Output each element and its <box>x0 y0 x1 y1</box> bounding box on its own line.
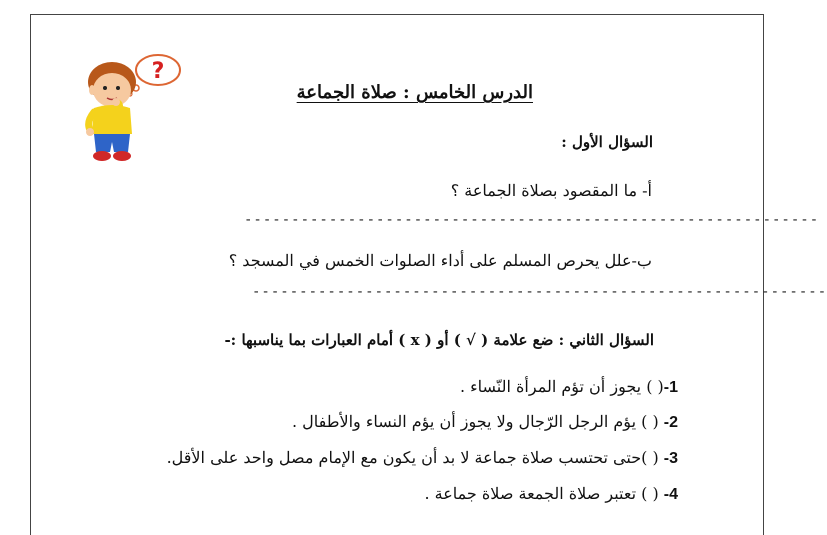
item-number: 3- <box>663 450 678 467</box>
thinking-boy-icon <box>78 52 186 164</box>
item-number: 4- <box>663 486 678 503</box>
question2-heading: السؤال الثاني : ضع علامة ( √ ) أو ( x ) أمام العبارات بما يناسبها :- <box>224 331 654 349</box>
item-text: ( ) يجوز أن تؤم المرأة النّساء . <box>459 377 664 396</box>
item-number: 2- <box>663 414 678 431</box>
item-text: ( ) تعتبر صلاة الجمعة صلاة جماعة . <box>424 484 664 503</box>
question1-part-a: أ- ما المقصود بصلاة الجماعة ؟ <box>450 181 652 200</box>
list-item <box>424 484 678 504</box>
item-text: ( ) يؤم الرجل الرّجال ولا يجوز أن يؤم النساء والأطفال . <box>291 412 664 431</box>
list-item <box>292 412 678 432</box>
item-number: 1- <box>663 379 678 396</box>
list-item <box>167 448 678 468</box>
list-item <box>460 377 678 397</box>
question1-heading: السؤال الأول : <box>561 133 653 151</box>
question-mark: ? <box>151 59 165 84</box>
answer-line-b: ------------------------------------------------------------- <box>252 284 827 300</box>
lesson-title: الدرس الخامس : صلاة الجماعة <box>296 82 533 103</box>
question1-part-b: ب-علل يحرص المسلم على أداء الصلوات الخمس في المسجد ؟ <box>228 251 652 270</box>
item-text: ( )حتى تحتسب صلاة جماعة لا بد أن يكون مع الإمام مصل واحد على الأقل. <box>166 448 664 467</box>
answer-line-a: ------------------------------------------------------------- <box>244 212 820 228</box>
